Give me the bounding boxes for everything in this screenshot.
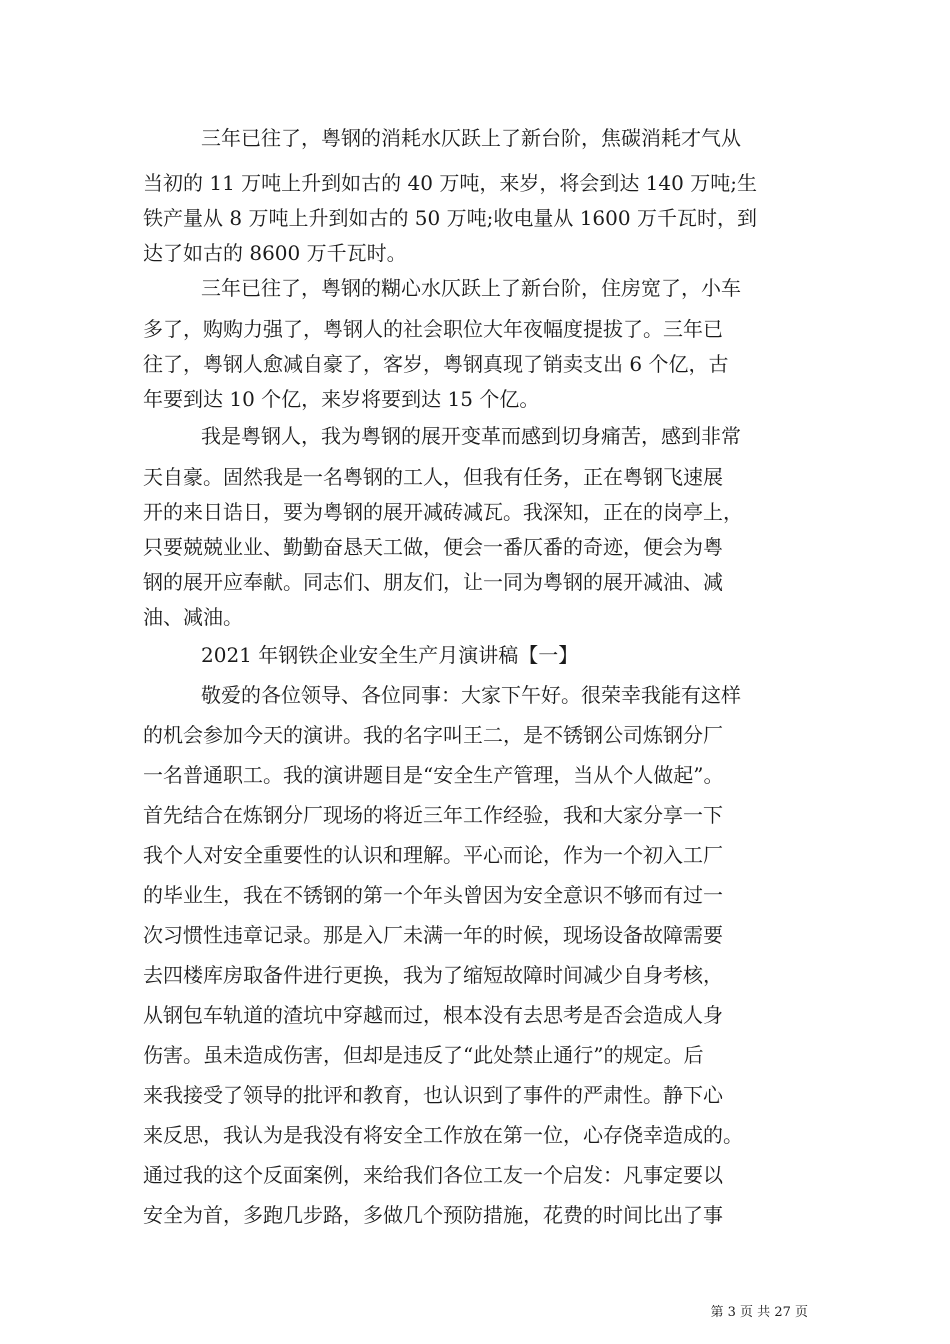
text-line: 伤害。虽未造成伤害，但却是违反了“此处禁止通行”的规定。后: [143, 1043, 704, 1067]
text-line: 达了如古的 8600 万千瓦时。: [143, 241, 407, 265]
text-line: 开的来日诰日，要为粤钢的展开减砖减瓦。我深知，正在的岗亭上，: [143, 500, 743, 524]
text-line: 三年已往了，粤钢的糊心水仄跃上了新台阶，住房宽了，小车: [201, 276, 741, 300]
text-line: 的机会参加今天的演讲。我的名字叫王二，是不锈钢公司炼钢分厂: [143, 723, 723, 747]
text-line: 的毕业生，我在不锈钢的第一个年头曾因为安全意识不够而有过一: [143, 883, 723, 907]
text-line: 年要到达 10 个亿，来岁将要到达 15 个亿。: [143, 387, 540, 411]
text-line: 只要兢兢业业、勤勤奋恳天工做，便会一番仄番的奇迹，便会为粤: [143, 535, 723, 559]
text-line: 我个人对安全重要性的认识和理解。平心而论，作为一个初入工厂: [143, 843, 723, 867]
text-line: 去四楼库房取备件进行更换，我为了缩短故障时间减少自身考核，: [143, 963, 723, 987]
text-line: 次习惯性违章记录。那是入厂未满一年的时候，现场设备故障需要: [143, 923, 723, 947]
text-line: 从钢包车轨道的渣坑中穿越而过，根本没有去思考是否会造成人身: [143, 1003, 723, 1027]
text-line: 来反思，我认为是我没有将安全工作放在第一位，心存侥幸造成的。: [143, 1123, 743, 1147]
section-heading: 2021 年钢铁企业安全生产月演讲稿【一】: [201, 643, 579, 667]
text-line: 一名普通职工。我的演讲题目是“安全生产管理，当从个人做起”。: [143, 763, 724, 787]
text-line: 首先结合在炼钢分厂现场的将近三年工作经验，我和大家分享一下: [143, 803, 723, 827]
text-line: 钢的展开应奉献。同志们、朋友们，让一同为粤钢的展开减油、减: [143, 570, 723, 594]
page-number: 第 3 页 共 27 页: [710, 1305, 808, 1320]
text-line: 来我接受了领导的批评和教育，也认识到了事件的严肃性。静下心: [143, 1083, 723, 1107]
text-line: 多了，购购力强了，粤钢人的社会职位大年夜幅度提拔了。三年已: [143, 317, 723, 341]
text-line: 油、减油。: [143, 605, 243, 629]
text-line: 天自豪。固然我是一名粤钢的工人，但我有任务，正在粤钢飞速展: [143, 465, 723, 489]
text-line: 通过我的这个反面案例，来给我们各位工友一个启发：凡事定要以: [143, 1163, 723, 1187]
text-line: 当初的 11 万吨上升到如古的 40 万吨，来岁，将会到达 140 万吨;生: [143, 171, 757, 195]
text-line: 铁产量从 8 万吨上升到如古的 50 万吨;收电量从 1600 万千瓦时，到: [143, 206, 757, 230]
text-line: 安全为首，多跑几步路，多做几个预防措施，花费的时间比出了事: [143, 1203, 723, 1227]
text-line: 敬爱的各位领导、各位同事：大家下午好。很荣幸我能有这样: [201, 683, 741, 707]
text-line: 三年已往了，粤钢的消耗水仄跃上了新台阶，焦碳消耗才气从: [201, 126, 741, 150]
text-line: 我是粤钢人，我为粤钢的展开变革而感到切身痛苦，感到非常: [201, 424, 741, 448]
text-line: 往了，粤钢人愈减自豪了，客岁，粤钢真现了销卖支出 6 个亿，古: [143, 352, 729, 376]
